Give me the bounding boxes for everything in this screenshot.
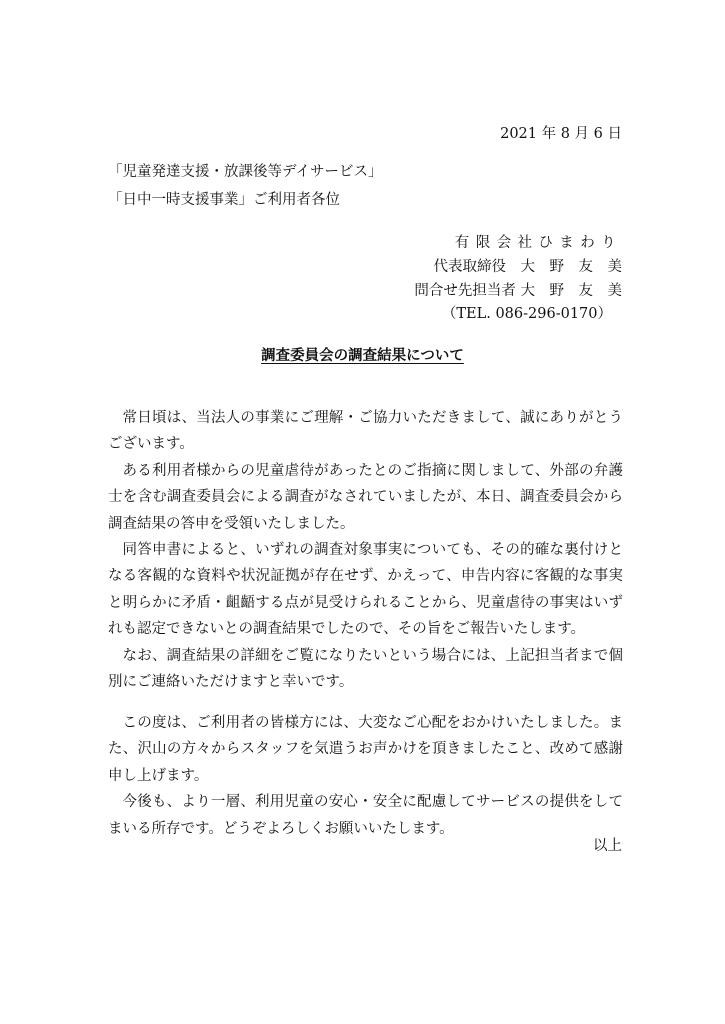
body-paragraph: この度は、ご利用者の皆様方には、大変なご心配をおかけいたしました。また、沢山の方々からスタッフを気遣うお声かけを頂きましたこと、改めて感謝申し上げます。 — [108, 715, 623, 784]
sender-representative: 代表取締役 大 野 友 美 — [433, 259, 622, 275]
sender-tel: （TEL. 086-296-0170） — [441, 306, 612, 322]
body-paragraph: 常日頃は、当法人の事業にご理解・ご協力いただきまして、誠にありがとうございます。 — [108, 410, 623, 453]
recipient-line-1: 「児童発達支援・放課後等デイサービス」 — [108, 164, 383, 180]
letter-subject: 調査委員会の調査結果について — [261, 347, 464, 364]
body-paragraph: 同答申書によると、いずれの調査対象事実についても、その的確な裏付けとなる客観的な資料や状況証拠が存在せず、かえって、申告内容に客観的な事実と明らかに矛盾・齟齬する点が見受けられることから、児童虐待の事実はいずれも認定できないとの調査結果でしたので、その旨をご報告いたします。 — [108, 542, 623, 638]
sender-company: 有限会社ひまわり — [454, 235, 622, 251]
body-paragraph: ある利用者様からの児童虐待があったとのご指摘に関しまして、外部の弁護士を含む調査委員会による調査がなされていましたが、本日、調査委員会から調査結果の答申を受領いたしました。 — [108, 462, 623, 532]
letter-date: 2021 年 8 月 6 日 — [500, 126, 622, 142]
recipient-line-2: 「日中一時支援事業」ご利用者各位 — [108, 192, 340, 208]
closing-mark: 以上 — [593, 838, 622, 854]
body-section-1 — [108, 405, 623, 695]
body-paragraph: なお、調査結果の詳細をご覧になりたいという場合には、上記担当者まで個別にご連絡いただけますと幸いです。 — [108, 647, 623, 691]
body-paragraph: 今後も、より一層、利用児童の安心・安全に配慮してサービスの提供をしてまいる所存です。どうぞよろしくお願いいたします。 — [108, 794, 623, 837]
sender-contact: 問合せ先担当者 大 野 友 美 — [414, 283, 622, 299]
body-section-2 — [108, 710, 623, 842]
